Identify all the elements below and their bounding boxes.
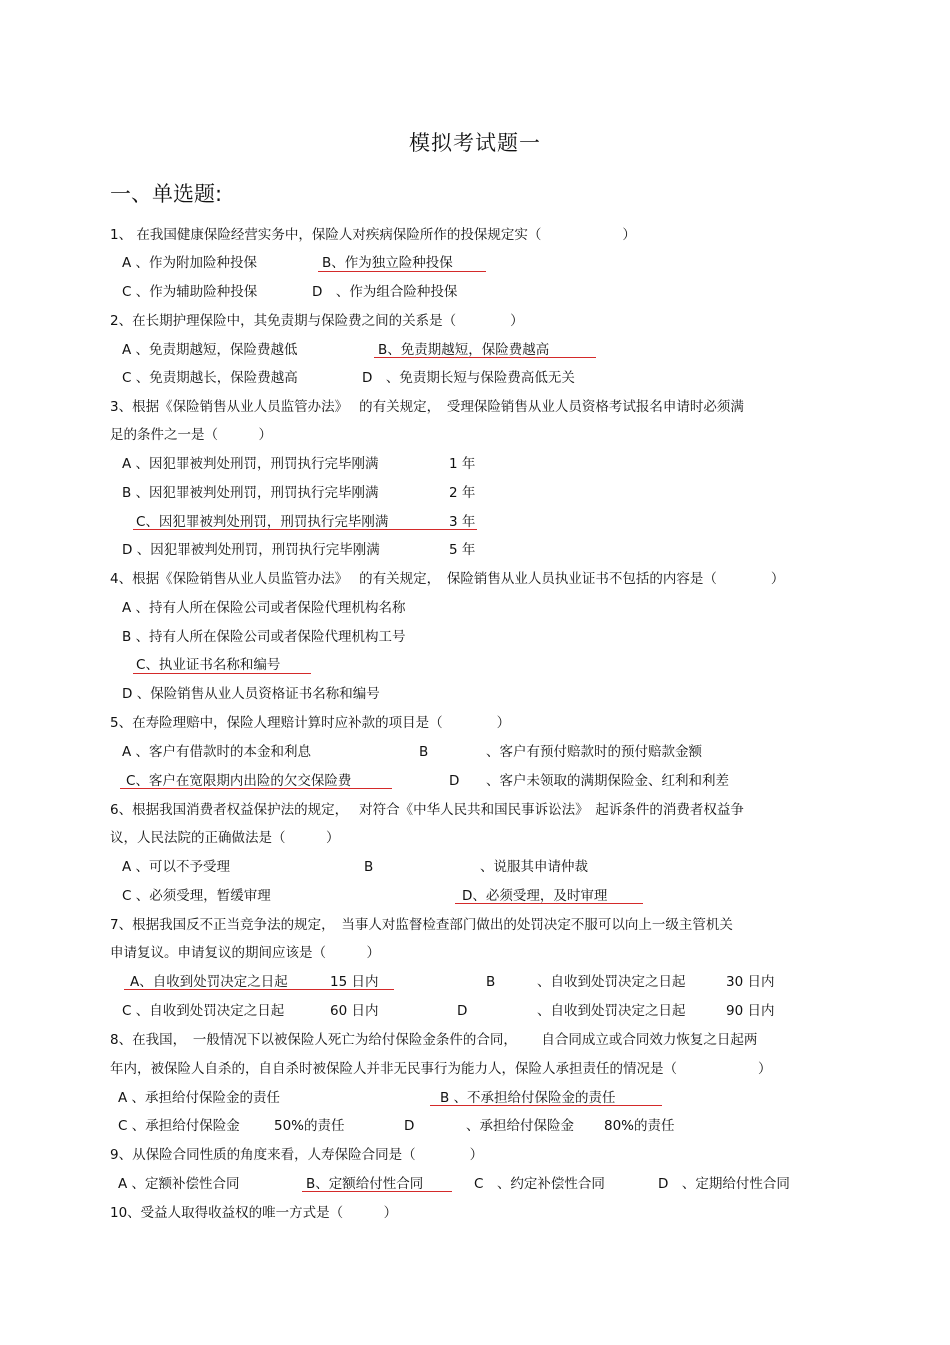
question-8-option-a: A 、承担给付保险金的责任 [118,1090,281,1106]
question-6-option-c: C 、必须受理，暂缓审理 [122,888,271,904]
question-1-option-a: A 、作为附加险种投保 [122,255,258,271]
question-9-option-d: D 、定期给付性合同 [658,1176,790,1192]
answer-underline [374,357,596,358]
question-10-stem: 10、受益人取得收益权的唯一方式是（ ） [110,1205,398,1221]
question-6-option-a: A 、可以不予受理 [122,859,231,875]
question-5-option-d-letter: D [449,773,460,789]
answer-underline [302,1191,452,1192]
question-1-option-d: D 、作为组合险种投保 [312,284,458,300]
question-7-option-d-days: 90 日内 [726,1003,775,1019]
question-9-option-b: B、定额给付性合同 [306,1176,424,1192]
question-3-option-c: C、因犯罪被判处刑罚，刑罚执行完毕刚满 [136,514,389,530]
question-7-option-a: A、自收到处罚决定之日起 [130,974,288,990]
question-8-option-d-pct: 80%的责任 [604,1118,675,1134]
answer-underline [120,788,392,789]
question-5-option-b: 、客户有预付赔款时的预付赔款金额 [486,744,702,760]
answer-underline [455,903,643,904]
question-3-option-a: A 、因犯罪被判处刑罚，刑罚执行完毕刚满 [122,456,379,472]
question-3-option-d-years: 5 年 [449,542,476,558]
question-7-stem-cont: 申请复议。申请复议的期间应该是（ ） [110,945,380,961]
question-5-option-c: C、客户在宽限期内出险的欠交保险费 [126,773,352,789]
question-7-option-c-days: 60 日内 [330,1003,379,1019]
answer-underline [430,1105,662,1106]
question-6-stem: 6、根据我国消费者权益保护法的规定， 对符合《中华人民共和国民事诉讼法》 起诉条件的消费者权益争 [110,802,744,818]
question-8-option-d-letter: D [404,1118,415,1134]
question-5-stem: 5、在寿险理赔中，保险人理赔计算时应补款的项目是（ ） [110,715,511,731]
question-2-option-d: D 、免责期长短与保险费高低无关 [362,370,575,386]
question-7-option-b-days: 30 日内 [726,974,775,990]
question-3-option-c-years: 3 年 [449,514,476,530]
question-6-stem-cont: 议，人民法院的正确做法是（ ） [110,830,340,846]
question-4-option-d: D 、保险销售从业人员资格证书名称和编号 [122,686,380,702]
question-6-option-b-letter: B [364,859,374,875]
question-3-stem-cont: 足的条件之一是（ ） [110,427,272,443]
page-title: 模拟考试题一 [409,131,541,155]
question-8-option-c-pct: 50%的责任 [274,1118,345,1134]
question-1-stem: 1、 在我国健康保险经营实务中，保险人对疾病保险所作的投保规定实（ ） [110,227,636,243]
question-9-stem: 9、从保险合同性质的角度来看，人寿保险合同是（ ） [110,1147,484,1163]
question-3-option-b: B 、因犯罪被判处刑罚，刑罚执行完毕刚满 [122,485,379,501]
question-6-option-b: 、说服其申请仲裁 [480,859,588,875]
question-2-option-b: B、免责期越短，保险费越高 [378,342,550,358]
question-3-option-d: D 、因犯罪被判处刑罚，刑罚执行完毕刚满 [122,542,380,558]
question-3-option-a-years: 1 年 [449,456,476,472]
question-1-option-b: B、作为独立险种投保 [322,255,453,271]
question-8-option-d: 、承担给付保险金 [466,1118,574,1134]
question-8-stem: 8、在我国， 一般情况下以被保险人死亡为给付保险金条件的合同， 自合同成立或合同效力恢复之日起两 [110,1032,758,1048]
question-7-option-d: 、自收到处罚决定之日起 [537,1003,686,1019]
question-5-option-a: A 、客户有借款时的本金和利息 [122,744,312,760]
question-5-option-b-letter: B [419,744,429,760]
answer-underline [133,673,311,674]
question-8-stem-cont: 年内，被保险人自杀的，自自杀时被保险人并非无民事行为能力人，保险人承担责任的情况是（ ） [110,1061,772,1077]
question-7-option-c: C 、自收到处罚决定之日起 [122,1003,285,1019]
question-4-option-b: B 、持有人所在保险公司或者保险代理机构工号 [122,629,406,645]
question-9-option-a: A 、定额补偿性合同 [118,1176,240,1192]
question-2-stem: 2、在长期护理保险中，其免责期与保险费之间的关系是（ ） [110,313,524,329]
question-3-stem: 3、根据《保险销售从业人员监管办法》 的有关规定， 受理保险销售从业人员资格考试报名申请时必须满 [110,399,744,415]
question-4-option-c: C、执业证书名称和编号 [136,657,281,673]
section-heading: 一、单选题: [110,182,223,206]
answer-underline [124,989,394,990]
question-2-option-c: C 、免责期越长，保险费越高 [122,370,298,386]
question-7-option-a-days: 15 日内 [330,974,379,990]
question-6-option-d: D、必须受理，及时审理 [462,888,608,904]
question-7-option-d-letter: D [457,1003,468,1019]
answer-underline [133,529,477,530]
answer-underline [318,271,486,272]
question-7-option-b-letter: B [486,974,496,990]
question-8-option-b: B 、不承担给付保险金的责任 [440,1090,616,1106]
question-4-stem: 4、根据《保险销售从业人员监管办法》 的有关规定， 保险销售从业人员执业证书不包括的内容是（ ） [110,571,785,587]
question-9-option-c: C 、约定补偿性合同 [474,1176,605,1192]
question-7-stem: 7、根据我国反不正当竞争法的规定， 当事人对监督检查部门做出的处罚决定不服可以向上一级主管机关 [110,917,733,933]
question-7-option-b: 、自收到处罚决定之日起 [537,974,686,990]
question-8-option-c: C 、承担给付保险金 [118,1118,240,1134]
question-2-option-a: A 、免责期越短，保险费越低 [122,342,298,358]
question-1-option-c: C 、作为辅助险种投保 [122,284,258,300]
question-3-option-b-years: 2 年 [449,485,476,501]
question-5-option-d: 、客户未领取的满期保险金、红利和利差 [486,773,729,789]
question-4-option-a: A 、持有人所在保险公司或者保险代理机构名称 [122,600,406,616]
